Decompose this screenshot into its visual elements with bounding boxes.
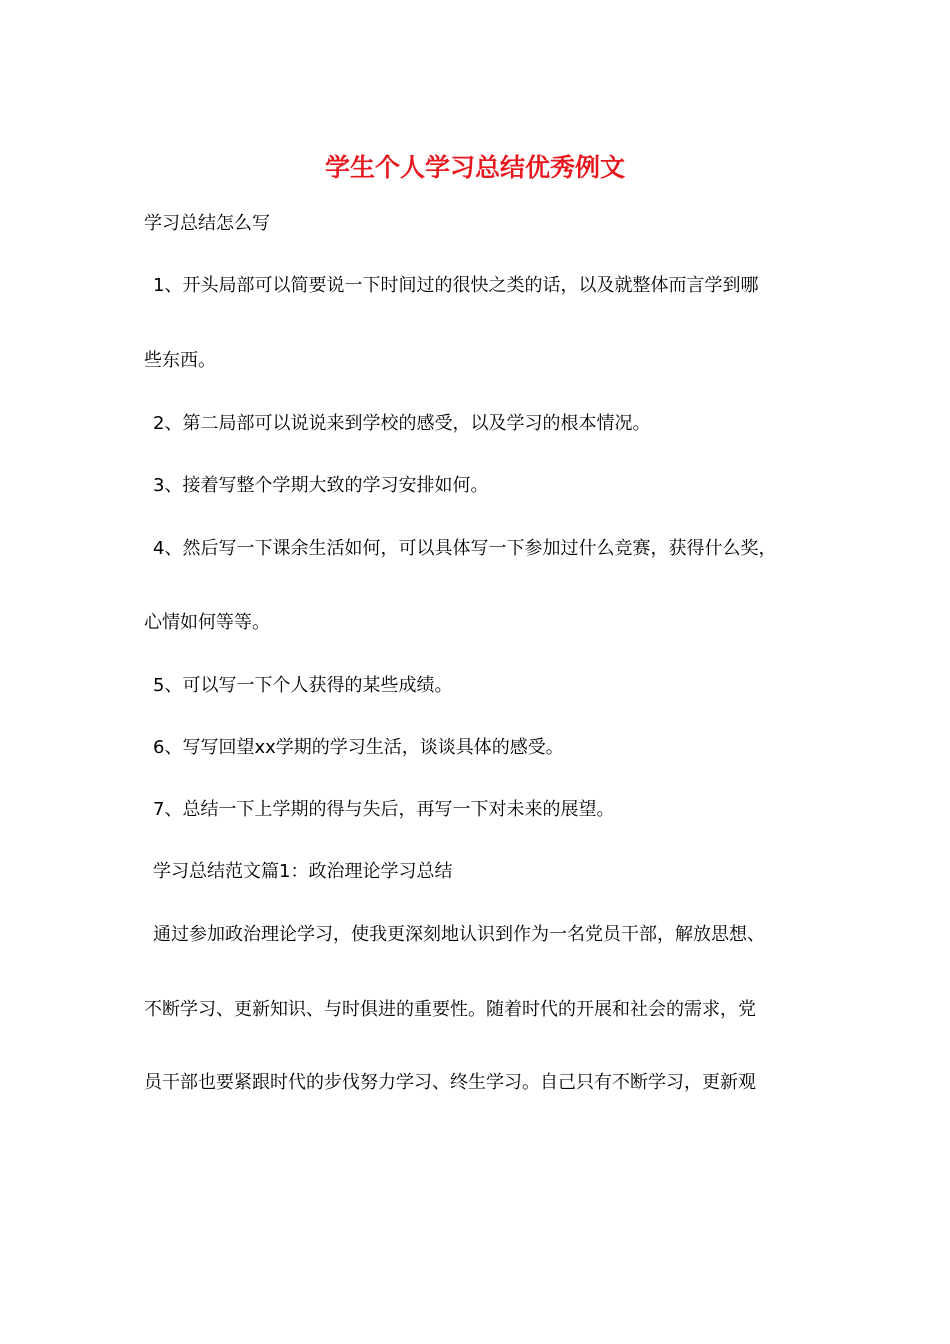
paragraph-line: 通过参加政治理论学习，使我更深刻地认识到作为一名党员干部，解放思想、 bbox=[153, 924, 765, 945]
paragraph-line: 1、开头局部可以简要说一下时间过的很快之类的话，以及就整体而言学到哪 bbox=[153, 275, 759, 296]
paragraph-line: 不断学习、更新知识、与时俱进的重要性。随着时代的开展和社会的需求，党 bbox=[144, 999, 756, 1020]
paragraph-line: 3、接着写整个学期大致的学习安排如何。 bbox=[153, 475, 489, 496]
document-title: 学生个人学习总结优秀例文 bbox=[324, 153, 625, 182]
article-heading: 学习总结范文篇1：政治理论学习总结 bbox=[153, 861, 453, 882]
section-heading: 学习总结怎么写 bbox=[144, 213, 270, 234]
paragraph-line: 2、第二局部可以说说来到学校的感受，以及学习的根本情况。 bbox=[153, 413, 651, 434]
paragraph-line: 员干部也要紧跟时代的步伐努力学习、终生学习。自己只有不断学习，更新观 bbox=[144, 1072, 756, 1093]
paragraph-line: 5、可以写一下个人获得的某些成绩。 bbox=[153, 675, 453, 696]
paragraph-line: 6、写写回望xx学期的学习生活，谈谈具体的感受。 bbox=[153, 737, 564, 758]
paragraph-line: 心情如何等等。 bbox=[144, 612, 270, 633]
paragraph-line: 些东西。 bbox=[144, 350, 216, 371]
paragraph-line: 4、然后写一下课余生活如何，可以具体写一下参加过什么竞赛，获得什么奖， bbox=[153, 538, 777, 559]
paragraph-line: 7、总结一下上学期的得与失后，再写一下对未来的展望。 bbox=[153, 799, 615, 820]
